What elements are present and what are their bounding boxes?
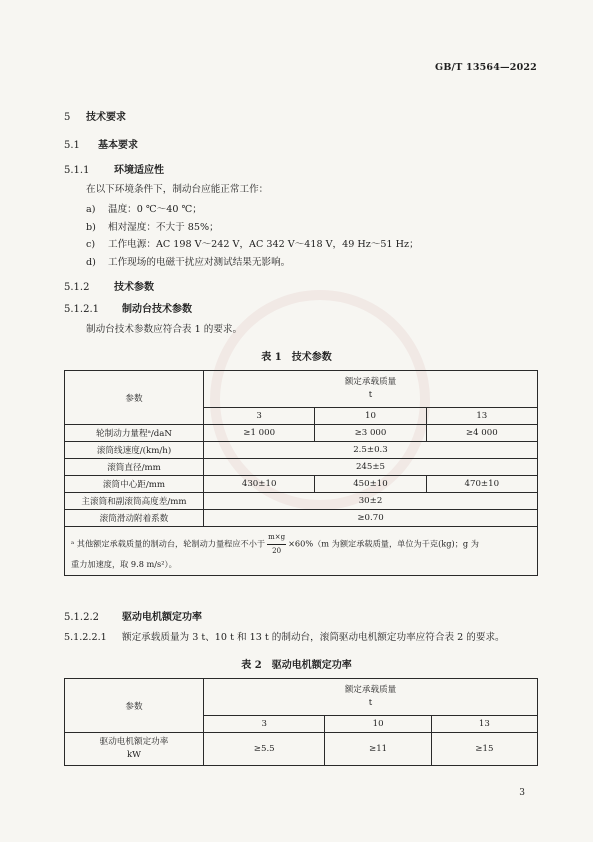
table2-caption: 表 2 驱动电机额定功率	[241, 660, 352, 671]
paragraph-table1-ref: 制动台技术参数应符合表 1 的要求。	[86, 324, 243, 335]
cell: ≥0.70	[204, 510, 538, 527]
cell: 2.5±0.3	[204, 442, 538, 459]
heading-title: 基本要求	[98, 140, 138, 151]
heading-title: 制动台技术参数	[122, 304, 192, 315]
group-header: 额定承载质量 t	[204, 679, 538, 716]
col-header: 3	[204, 716, 325, 733]
table-row	[65, 733, 538, 766]
heading-title: 环境适应性	[114, 165, 164, 176]
list-item-a: a) 温度：0 ℃～40 ℃；	[86, 204, 202, 215]
heading-title: 驱动电机额定功率	[122, 612, 202, 623]
cell: ≥4 000	[426, 425, 537, 442]
col-header: 10	[325, 716, 431, 733]
cell: ≥11	[325, 733, 431, 766]
heading-title: 技术要求	[86, 112, 126, 123]
cell: 30±2	[204, 493, 538, 510]
cell: 450±10	[315, 476, 426, 493]
heading-5-1-1	[64, 161, 164, 176]
heading-5-1-2-1	[64, 300, 192, 315]
row-label: 轮制动力量程ᵃ/daN	[65, 425, 204, 442]
heading-5-1	[64, 136, 138, 151]
table1-caption: 表 1 技术参数	[261, 352, 332, 363]
list-item-c: c) 工作电源：AC 198 V～242 V，AC 342 V～418 V，49 Hz～51 Hz；	[86, 239, 419, 250]
col-header: 13	[431, 716, 537, 733]
paragraph-5-1-2-2-1: 5.1.2.2.1 额定承载质量为 3 t、10 t 和 13 t 的制动台，滚筒驱动电机额定功率应符合表 2 的要求。	[64, 632, 505, 643]
table-row	[65, 493, 538, 510]
row-label: 滚筒滑动附着系数	[65, 510, 204, 527]
group-header: 额定承载质量 t	[204, 371, 538, 408]
table-row	[65, 476, 538, 493]
heading-number: 5	[64, 112, 71, 123]
col-header: 10	[315, 408, 426, 425]
cell: ≥3 000	[315, 425, 426, 442]
table-row	[65, 510, 538, 527]
heading-5	[64, 108, 126, 123]
row-label: 滚筒中心距/mm	[65, 476, 204, 493]
standard-number: GB/T 13564—2022	[435, 62, 537, 73]
table-1	[64, 370, 538, 576]
cell: 470±10	[426, 476, 537, 493]
row-label: 主滚筒和副滚筒高度差/mm	[65, 493, 204, 510]
list-item-d: d) 工作现场的电磁干扰应对测试结果无影响。	[86, 257, 291, 268]
heading-5-1-2	[64, 278, 154, 293]
param-header: 参数	[65, 679, 204, 733]
page-number: 3	[519, 788, 525, 798]
heading-5-1-2-2	[64, 608, 202, 623]
table-row	[65, 425, 538, 442]
heading-number: 5.1.2.2	[64, 612, 99, 623]
table1-footnote: ᵃ 其他额定承载质量的制动台，轮制动力量程应不小于 $\frac{m\times g}{20}$ ×60%（m 为额定承载质量，单位为千克(kg)；g 为 重力加速度，取 9.8 m/s²）。	[65, 527, 538, 576]
table-row	[65, 442, 538, 459]
table-row	[65, 459, 538, 476]
paragraph-intro: 在以下环境条件下，制动台应能正常工作：	[86, 184, 269, 195]
param-header: 参数	[65, 371, 204, 425]
fraction: $\frac{m\times g}{20}$	[268, 533, 286, 555]
col-header: 3	[204, 408, 315, 425]
list-item-b: b) 相对湿度：不大于 85%；	[86, 222, 219, 233]
row-label: 滚筒线速度/(km/h)	[65, 442, 204, 459]
heading-number: 5.1.2	[64, 282, 90, 293]
heading-number: 5.1.1	[64, 165, 90, 176]
heading-number: 5.1	[64, 140, 80, 151]
heading-title: 技术参数	[114, 282, 154, 293]
cell: 430±10	[204, 476, 315, 493]
cell: 245±5	[204, 459, 538, 476]
row-label: 驱动电机额定功率 kW	[65, 733, 204, 766]
row-label: 滚筒直径/mm	[65, 459, 204, 476]
cell: ≥15	[431, 733, 537, 766]
heading-number: 5.1.2.1	[64, 304, 99, 315]
cell: ≥5.5	[204, 733, 325, 766]
col-header: 13	[426, 408, 537, 425]
table-2	[64, 678, 538, 766]
cell: ≥1 000	[204, 425, 315, 442]
